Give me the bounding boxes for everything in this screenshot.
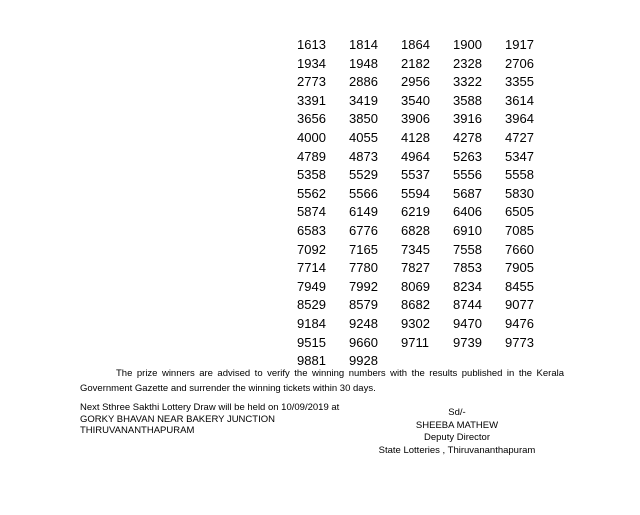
winning-number: 9248 [349, 315, 378, 331]
winning-number: 5687 [453, 185, 482, 201]
winning-number: 4873 [349, 148, 378, 164]
winning-number: 8744 [453, 297, 482, 313]
winning-number: 9928 [349, 353, 378, 369]
winning-number: 9739 [453, 334, 482, 350]
winning-number: 7905 [505, 260, 534, 276]
winning-number: 6828 [401, 222, 430, 238]
winning-number: 6505 [505, 204, 534, 220]
city-line: THIRUVANANTHAPURAM [80, 425, 195, 436]
winning-number: 1900 [453, 37, 482, 52]
winning-number: 3391 [297, 92, 326, 108]
winning-number: 3850 [349, 111, 378, 127]
winning-number: 7165 [349, 241, 378, 257]
signature-block [372, 407, 542, 457]
next-draw-line: Next Sthree Sakthi Lottery Draw will be held on 10/09/2019 at [80, 402, 340, 413]
winning-number: 3614 [505, 92, 534, 108]
winning-number: 1948 [349, 55, 378, 71]
winning-number: 7714 [297, 260, 326, 276]
winning-number: 5537 [401, 167, 430, 183]
winning-number: 3419 [349, 92, 378, 108]
winning-number: 9077 [505, 297, 534, 313]
winning-number: 6406 [453, 204, 482, 220]
winning-number: 9184 [297, 315, 326, 331]
winning-number: 5558 [505, 167, 534, 183]
winning-number: 4000 [297, 129, 326, 145]
winning-number: 6910 [453, 222, 482, 238]
winning-number: 1917 [505, 37, 534, 52]
winning-number: 7660 [505, 241, 534, 257]
winning-number: 5874 [297, 204, 326, 220]
winning-number: 8069 [401, 278, 430, 294]
winning-number: 6776 [349, 222, 378, 238]
winning-number: 8234 [453, 278, 482, 294]
winning-number: 5347 [505, 148, 534, 164]
winning-number: 7092 [297, 241, 326, 257]
winning-number: 5358 [297, 167, 326, 183]
winning-number: 6149 [349, 204, 378, 220]
signature-sd: Sd/- [448, 407, 466, 418]
winning-number: 9476 [505, 315, 534, 331]
winning-number: 9773 [505, 334, 534, 350]
winning-number: 9302 [401, 315, 430, 331]
winning-number: 5566 [349, 185, 378, 201]
winning-number: 3540 [401, 92, 430, 108]
winning-number: 1864 [401, 37, 430, 52]
winning-number: 7780 [349, 260, 378, 276]
winning-number: 9660 [349, 334, 378, 350]
winning-number: 4727 [505, 129, 534, 145]
winning-number: 4278 [453, 129, 482, 145]
winning-number: 3656 [297, 111, 326, 127]
winning-number: 2956 [401, 74, 430, 90]
winning-number: 6219 [401, 204, 430, 220]
winning-number: 8579 [349, 297, 378, 313]
winning-number: 4055 [349, 129, 378, 145]
winning-number: 9470 [453, 315, 482, 331]
next-draw-info [80, 402, 339, 437]
winning-number: 5594 [401, 185, 430, 201]
winning-number: 4128 [401, 129, 430, 145]
winning-number: 5562 [297, 185, 326, 201]
winning-number: 2182 [401, 55, 430, 71]
winning-number: 9881 [297, 353, 326, 369]
winning-number: 7949 [297, 278, 326, 294]
winning-number: 5263 [453, 148, 482, 164]
winning-number: 2706 [505, 55, 534, 71]
winning-number: 2886 [349, 74, 378, 90]
winning-number: 7558 [453, 241, 482, 257]
winning-number: 1814 [349, 37, 378, 52]
winning-number: 8529 [297, 297, 326, 313]
winning-number: 7827 [401, 260, 430, 276]
signatory-office: State Lotteries , Thiruvananthapuram [378, 444, 536, 456]
winning-number: 4964 [401, 148, 430, 164]
signatory-designation: Deputy Director [424, 432, 490, 443]
winning-number: 2328 [453, 55, 482, 71]
venue-line: GORKY BHAVAN NEAR BAKERY JUNCTION [80, 413, 275, 425]
signatory-name: SHEEBA MATHEW [415, 419, 499, 431]
winning-number: 7345 [401, 241, 430, 257]
winning-number: 1613 [297, 37, 326, 52]
winning-number: 9515 [297, 334, 326, 350]
winning-number: 3355 [505, 74, 534, 90]
winning-number: 1934 [297, 55, 326, 71]
winning-numbers-grid [297, 36, 557, 371]
advice-paragraph: The prize winners are advised to verify the winning numbers with the results published in the Kerala Government Gazette and surrender the winning tickets within 30 days. [80, 368, 564, 394]
winning-number: 5556 [453, 167, 482, 183]
winning-number: 3964 [505, 111, 534, 127]
winning-number: 3916 [453, 111, 482, 127]
winning-number: 2773 [297, 74, 326, 90]
winning-number: 9711 [401, 334, 429, 350]
winning-number: 4789 [297, 148, 326, 164]
winning-number: 3906 [401, 111, 430, 127]
winning-number: 8455 [505, 278, 534, 294]
winning-number: 5529 [349, 167, 378, 183]
winning-number: 7085 [505, 222, 534, 238]
winning-number: 8682 [401, 297, 430, 313]
winning-number: 3322 [453, 74, 482, 90]
winning-number: 7853 [453, 260, 482, 276]
winning-number: 6583 [297, 222, 326, 238]
winning-number: 7992 [349, 278, 378, 294]
winning-number: 3588 [453, 92, 482, 108]
winning-number: 5830 [505, 185, 534, 201]
